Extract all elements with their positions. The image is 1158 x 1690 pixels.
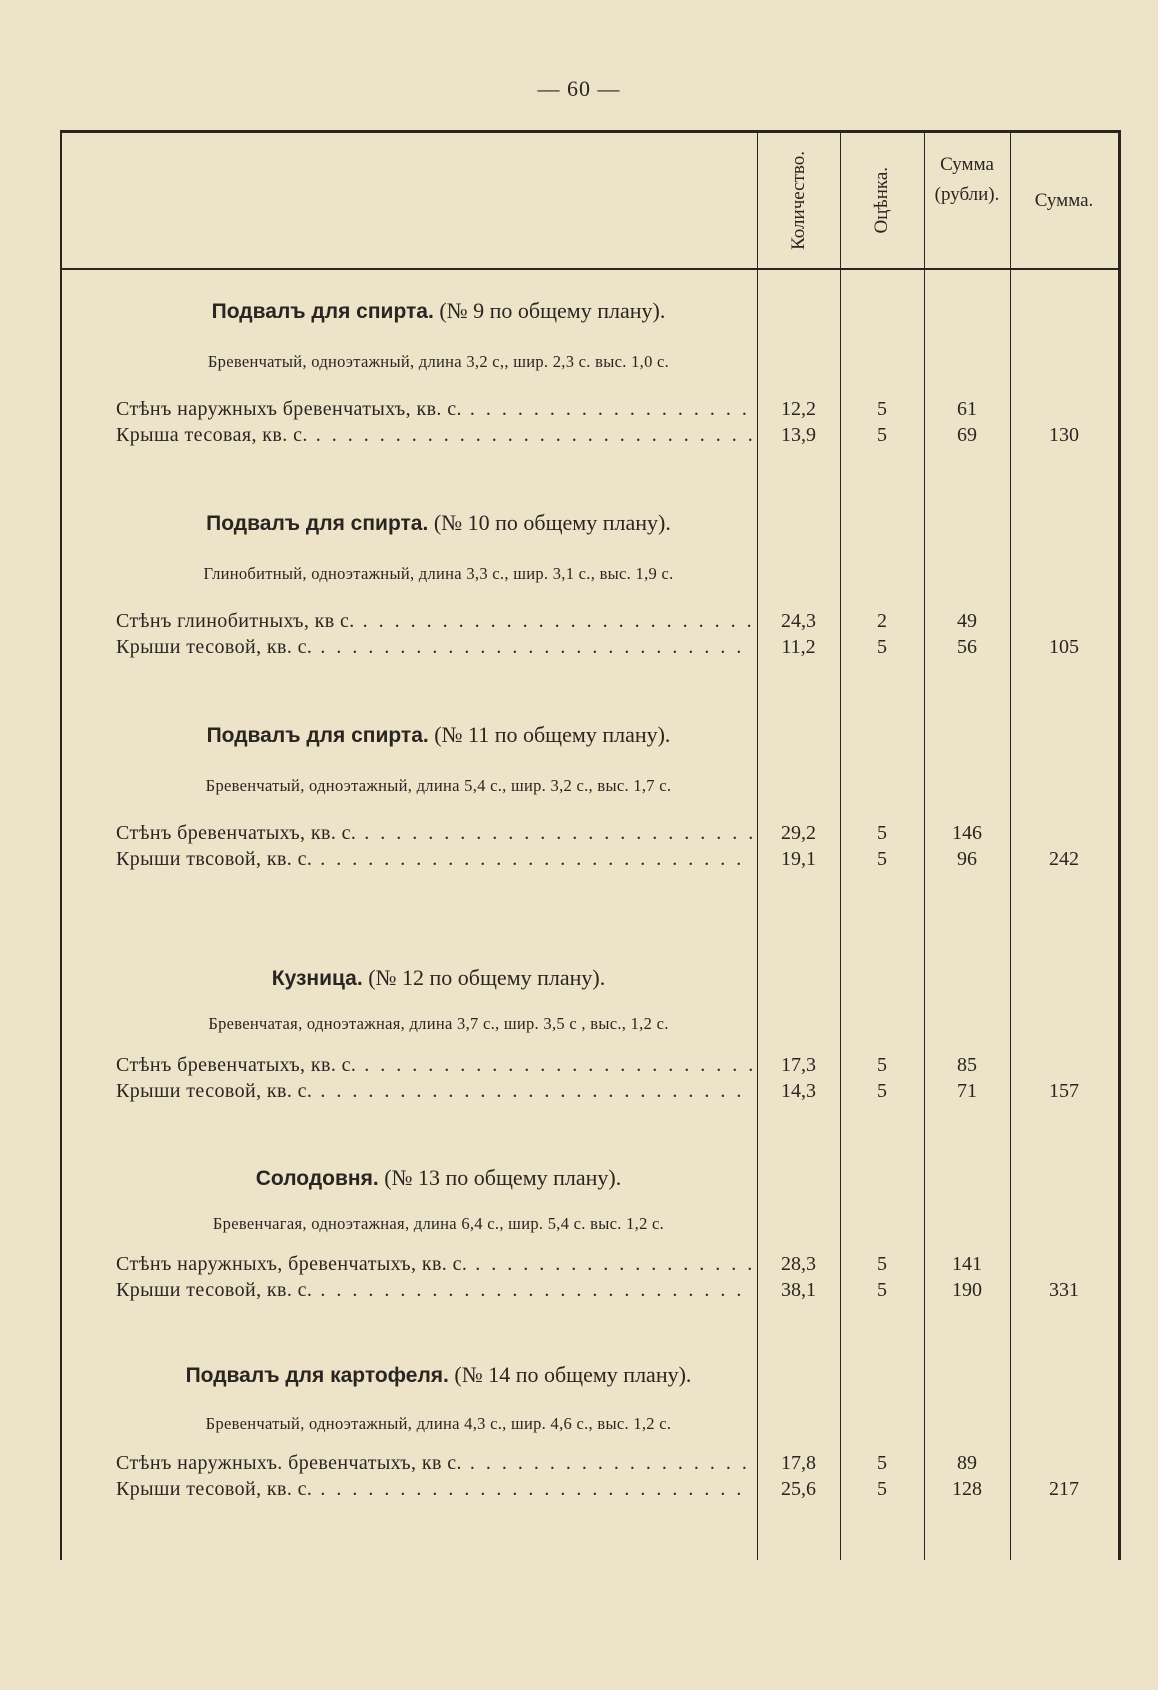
valuation-table bbox=[60, 130, 1120, 1560]
section-title: Подвалъ для картофеля. (№ 14 по общему плану). bbox=[185, 1362, 692, 1387]
table-row: Крыша тесовая, кв. с. . . . 13,9 5 69 130 bbox=[60, 424, 1120, 450]
section-description: Бревенчатая, одноэтажная, длина 3,7 с., шир. 3,5 с , выс., 1,2 с. bbox=[208, 1014, 669, 1033]
table-header-rule bbox=[60, 268, 1120, 270]
section-description: Бревенчагая, одноэтажная, длина 6,4 с., шир. 5,4 с. выс. 1,2 с. bbox=[212, 1214, 665, 1233]
section-description: Глинобитный, одноэтажный, длина 3,3 с., шир. 3,1 с., выс. 1,9 с. bbox=[203, 564, 674, 583]
table-row: Крыши твсовой, кв. с. . . . 19,1 5 96 242 bbox=[60, 848, 1120, 874]
section-title: Кузница. (№ 12 по общему плану). bbox=[271, 965, 606, 990]
header-rate: Оцѣнка. bbox=[871, 166, 892, 234]
table-row: Крыши тесовой, кв. с. . . . 14,3 5 71 157 bbox=[60, 1080, 1120, 1106]
table-row: Крыши тесовой, кв. с. . . . 38,1 5 190 331 bbox=[60, 1279, 1120, 1305]
section-description: Бревенчатый, одноэтажный, длина 5,4 с., шир. 3,2 с., выс. 1,7 с. bbox=[205, 776, 672, 795]
section-description: Бревенчатый, одноэтажный, длина 4,3 с., шир. 4,6 с., выс. 1,2 с. bbox=[205, 1414, 672, 1433]
table-row: Крыши тесовой, кв. с. . . . 11,2 5 56 105 bbox=[60, 636, 1120, 662]
section-title: Подвалъ для спирта. (№ 9 по общему плану). bbox=[211, 298, 666, 323]
section-title: Солодовня. (№ 13 по общему плану). bbox=[255, 1165, 622, 1190]
header-quantity: Количество. bbox=[787, 150, 809, 250]
table-row: Стѣнъ глинобитныхъ, кв с. . . . 24,3 2 49 bbox=[60, 610, 1120, 636]
table-row: Стѣнъ наружныхъ, бревенчатыхъ, кв. с. . . . 28,3 5 141 bbox=[60, 1253, 1120, 1279]
section-title: Подвалъ для спирта. (№ 11 по общему плану). bbox=[206, 722, 671, 747]
page-number: — 60 — bbox=[537, 76, 621, 101]
header-total: Сумма. bbox=[1034, 190, 1094, 211]
section-description: Бревенчатый, одноэтажный, длина 3,2 с,, шир. 2,3 с. выс. 1,0 с. bbox=[207, 352, 670, 371]
table-row: Крыши тесовой, кв. с. . . . 25,6 5 128 217 bbox=[60, 1478, 1120, 1504]
table-row: Стѣнъ наружныхъ. бревенчатыхъ, кв с. . . . 17,8 5 89 bbox=[60, 1452, 1120, 1478]
table-top-rule bbox=[60, 130, 1120, 133]
table-row: Стѣнъ наружныхъ бревенчатыхъ, кв. с. . . . 12,2 5 61 bbox=[60, 398, 1120, 424]
table-row: Стѣнъ бревенчатыхъ, кв. с. . . . 17,3 5 85 bbox=[60, 1054, 1120, 1080]
header-sum-rubles: Сумма (рубли). bbox=[934, 154, 1000, 205]
section-title: Подвалъ для спирта. (№ 10 по общему плану). bbox=[206, 510, 671, 535]
table-row: Стѣнъ бревенчатыхъ, кв. с. . . . 29,2 5 146 bbox=[60, 822, 1120, 848]
